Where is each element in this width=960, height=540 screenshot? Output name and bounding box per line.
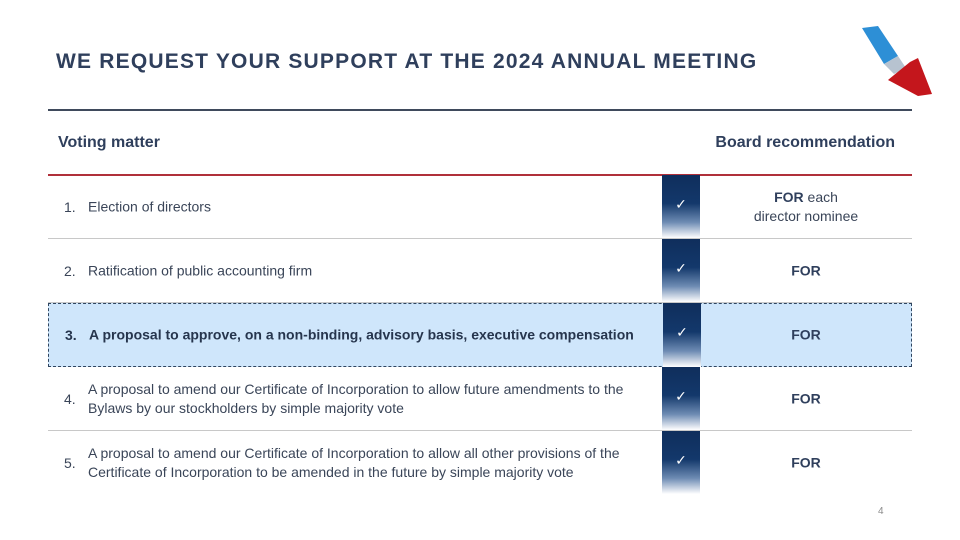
recommendation bbox=[700, 188, 912, 226]
check-column bbox=[662, 431, 700, 494]
recommendation bbox=[700, 389, 912, 408]
recommendation-line2: director nominee bbox=[753, 207, 859, 224]
recommendation-for: FOR bbox=[791, 390, 821, 406]
voting-matter-text: A proposal to amend our Certificate of Incorporation to allow all other provisions of the Certificate of Incorporation to be amended in the future by simple majority vote bbox=[88, 444, 620, 480]
voting-matter-text: A proposal to amend our Certificate of Incorporation to allow future amendments to the Bylaws by our stockholders by simple majority vote bbox=[88, 380, 624, 416]
header-board-recommendation: Board recommendation bbox=[715, 134, 895, 151]
voting-matter-text: Ratification of public accounting firm bbox=[88, 262, 313, 278]
voting-matter-text: A proposal to approve, on a non-binding, advisory basis, executive compensation bbox=[89, 326, 634, 343]
table-row-highlighted bbox=[48, 303, 912, 367]
check-column bbox=[662, 239, 700, 302]
check-column bbox=[662, 367, 700, 430]
voting-matter-text: Election of directors bbox=[88, 198, 211, 214]
checkmark-icon: ✓ bbox=[675, 389, 687, 405]
airline-logo-icon bbox=[858, 24, 934, 98]
row-number: 4. bbox=[64, 390, 76, 407]
title-divider bbox=[48, 109, 912, 111]
table-row bbox=[48, 175, 912, 239]
page-title: WE REQUEST YOUR SUPPORT AT THE 2024 ANNUAL MEETING bbox=[56, 50, 758, 73]
recommendation-for: FOR bbox=[774, 188, 804, 205]
table-row bbox=[48, 367, 912, 431]
recommendation-for: FOR bbox=[791, 262, 821, 278]
row-number: 5. bbox=[64, 454, 76, 471]
check-column bbox=[662, 175, 700, 238]
row-number: 1. bbox=[64, 198, 76, 215]
recommendation bbox=[700, 453, 912, 472]
checkmark-icon: ✓ bbox=[675, 261, 687, 277]
table-row bbox=[48, 239, 912, 303]
recommendation bbox=[700, 261, 912, 280]
row-number: 2. bbox=[64, 262, 76, 279]
recommendation bbox=[701, 326, 911, 345]
check-column bbox=[663, 303, 701, 367]
checkmark-icon: ✓ bbox=[675, 453, 687, 469]
header-voting-matter: Voting matter bbox=[58, 134, 160, 151]
recommendation-suffix: each bbox=[803, 188, 838, 205]
recommendation-for: FOR bbox=[791, 326, 821, 343]
recommendation-for: FOR bbox=[791, 454, 821, 470]
row-number: 3. bbox=[65, 327, 77, 343]
checkmark-icon: ✓ bbox=[675, 197, 687, 213]
page-number: 4 bbox=[878, 506, 884, 517]
checkmark-icon: ✓ bbox=[676, 325, 688, 341]
voting-table bbox=[48, 175, 912, 494]
table-row bbox=[48, 431, 912, 494]
